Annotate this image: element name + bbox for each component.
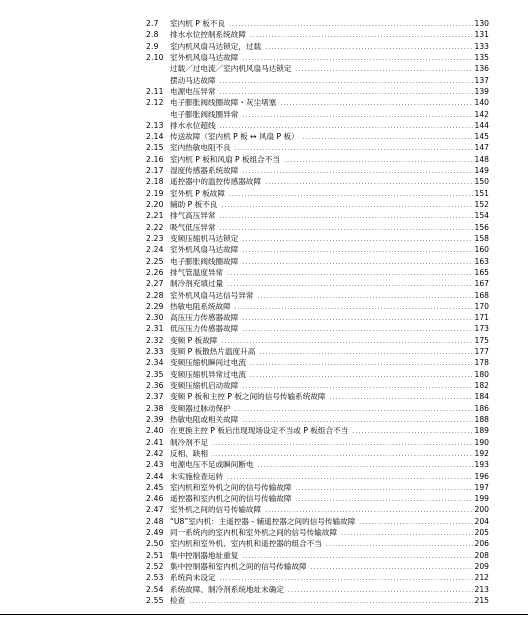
toc-entry-page: 208 <box>474 550 489 560</box>
toc-entry[interactable] <box>146 131 489 142</box>
toc-entry[interactable] <box>146 165 489 176</box>
toc-entry-title: 高压压力传感器故障 <box>170 313 239 323</box>
toc-entry[interactable] <box>146 550 489 561</box>
toc-entry-page: 160 <box>474 245 489 255</box>
toc-entry-page: 188 <box>474 414 489 424</box>
toc-entry-number: 2.10 <box>146 52 164 62</box>
toc-entry-page: 135 <box>474 52 489 62</box>
toc-entry-title: 变频 P 板散热片温度升高 <box>170 347 256 357</box>
toc-entry-page: 190 <box>474 437 489 447</box>
toc-entry-number: 2.52 <box>146 562 164 571</box>
toc-entry[interactable] <box>146 222 489 233</box>
toc-entry[interactable] <box>146 414 489 425</box>
toc-entry-page: 148 <box>474 154 489 164</box>
toc-entry-number: 2.13 <box>146 120 164 130</box>
toc-entry-page: 170 <box>474 301 489 311</box>
toc-entry-page: 152 <box>474 200 489 209</box>
toc-entry[interactable] <box>146 584 489 595</box>
toc-entry[interactable] <box>146 380 489 391</box>
toc-entry-title: 室外机 P 板故障 <box>170 188 225 198</box>
toc-entry-number: 2.15 <box>146 143 164 153</box>
toc-entry-title: 变频压缩机瞬间过电流 <box>170 358 246 368</box>
toc-entry-page: 197 <box>474 482 489 492</box>
toc-entry[interactable] <box>146 256 489 267</box>
toc-entry-page: 163 <box>474 256 489 266</box>
toc-entry-title: 摆动马达故障 <box>170 75 216 85</box>
toc-entry-title: 室内机和室外机、室内机和遥控器的组合不当 <box>170 539 322 549</box>
toc-entry-number: 2.55 <box>146 595 164 605</box>
toc-entry-page: 192 <box>474 448 489 458</box>
toc-entry-number: 2.22 <box>146 222 164 232</box>
toc-entry-title: 制冷剂不足 <box>170 437 208 447</box>
toc-entry-page: 133 <box>474 41 489 51</box>
toc-entry-title: 排气高压异常 <box>170 211 216 221</box>
toc-entry-number: 2.8 <box>146 30 159 40</box>
toc-entry-page: 186 <box>474 403 489 413</box>
toc-entry-number: 2.29 <box>146 301 164 311</box>
toc-entry-page: 145 <box>474 132 489 142</box>
toc-entry[interactable] <box>146 595 489 606</box>
toc-entry-number: 2.45 <box>146 482 164 492</box>
toc-entry[interactable] <box>146 346 489 357</box>
toc-entry-title: 同一系统内的室内机和室外机之间的信号传输故障 <box>170 528 338 538</box>
toc-entry-page: 151 <box>474 188 489 198</box>
toc-entry[interactable] <box>146 493 489 504</box>
toc-entry-title: 系统尚未设定 <box>170 573 216 583</box>
toc-entry[interactable] <box>146 516 489 527</box>
toc-entry-number: 2.30 <box>146 313 164 323</box>
toc-entry-page: 206 <box>474 539 489 549</box>
table-of-contents <box>146 18 489 606</box>
toc-entry[interactable] <box>146 210 489 221</box>
toc-entry-page: 213 <box>474 584 489 594</box>
toc-entry-page: 212 <box>474 573 489 583</box>
toc-entry-page: 142 <box>474 109 489 119</box>
toc-entry-number: 2.16 <box>146 154 164 164</box>
toc-entry-number: 2.28 <box>146 290 164 300</box>
toc-entry-number: 2.39 <box>146 414 164 424</box>
toc-entry-title: 电子膨胀阀线圈故障・灰尘堵塞 <box>170 98 277 108</box>
toc-entry-number: 2.23 <box>146 233 164 243</box>
toc-entry-number: 2.44 <box>146 471 164 481</box>
toc-entry[interactable] <box>146 459 489 470</box>
toc-entry-number: 2.50 <box>146 539 164 549</box>
toc-entry[interactable] <box>146 312 489 323</box>
toc-entry-title: 室内机和室外机之间的信号传输故障 <box>170 482 292 492</box>
toc-entry[interactable] <box>146 335 489 346</box>
dot-leader <box>189 596 472 607</box>
toc-entry[interactable] <box>146 233 489 244</box>
toc-entry-number: 2.53 <box>146 573 164 583</box>
toc-entry-page: 165 <box>474 267 489 277</box>
toc-entry-page: 178 <box>474 358 489 368</box>
toc-entry-title: 变频 P 板故障 <box>170 335 218 345</box>
toc-entry-page: 150 <box>474 177 489 187</box>
toc-entry-title: 室内机 P 板不良 <box>170 19 225 28</box>
toc-entry-number: 2.32 <box>146 335 164 345</box>
toc-entry-number: 2.25 <box>146 256 164 266</box>
toc-entry[interactable] <box>146 369 489 380</box>
toc-entry-title: 制冷剂充填过量 <box>170 279 224 289</box>
toc-entry-title: 排水水位控制系统故障 <box>170 30 246 40</box>
toc-entry-title: 集中控制器和室内机之间的信号传输故障 <box>170 562 307 571</box>
toc-entry-title: 过载／过电流／室内机风扇马达锁定 <box>170 64 292 74</box>
toc-entry[interactable] <box>146 290 489 301</box>
toc-entry[interactable] <box>146 572 489 583</box>
toc-entry[interactable] <box>146 301 489 312</box>
toc-entry-title: 变频器过脉动保护 <box>170 403 231 413</box>
toc-entry-title: 集中控制器地址重复 <box>170 550 239 560</box>
toc-entry-number: 2.43 <box>146 460 164 470</box>
toc-entry-title: 在更换主控 P 板后出现现场设定不当或 P 板组合不当 <box>170 426 349 436</box>
toc-entry-title: 热敏电阻系统故障 <box>170 301 231 311</box>
toc-entry-number: 2.12 <box>146 98 164 108</box>
toc-entry-title: 遥控器中的温控传感器故障 <box>170 177 262 187</box>
toc-entry-title: 变频 P 板和主控 P 板之间的信号传输系统故障 <box>170 392 326 402</box>
toc-entry-title: 热敏电阻或相关故障 <box>170 414 239 424</box>
toc-entry-title: 系统故障、制冷剂系统地址未确定 <box>170 584 284 594</box>
toc-entry-title: 遥控器和室内机之间的信号传输故障 <box>170 494 292 504</box>
toc-entry-page: 175 <box>474 335 489 345</box>
toc-entry-title: 室外机风扇马达故障 <box>170 245 239 255</box>
toc-entry[interactable] <box>146 188 489 199</box>
toc-entry[interactable] <box>146 482 489 493</box>
toc-entry-number: 2.51 <box>146 550 164 560</box>
toc-entry[interactable] <box>146 267 489 278</box>
toc-entry-page: 184 <box>474 392 489 402</box>
toc-entry-number: 2.26 <box>146 267 164 277</box>
toc-entry-title: 吸气低压异常 <box>170 222 216 232</box>
toc-entry-number: 2.11 <box>146 86 164 96</box>
toc-entry-title: “U8”室内机：主遥控器 - 辅遥控器之间的信号传输故障 <box>170 516 356 526</box>
toc-entry[interactable] <box>146 142 489 153</box>
toc-entry-page: 130 <box>474 19 489 28</box>
toc-entry-number: 2.14 <box>146 132 164 142</box>
toc-entry-number: 2.17 <box>146 166 164 176</box>
toc-entry-title: 电子膨胀阀线圈异常 <box>170 109 239 119</box>
toc-entry-number: 2.47 <box>146 505 164 515</box>
toc-entry-page: 189 <box>474 426 489 436</box>
toc-entry[interactable] <box>146 527 489 538</box>
toc-entry-page: 167 <box>474 279 489 289</box>
toc-entry-title: 检查 <box>170 595 186 605</box>
toc-entry-number: 2.9 <box>146 41 159 51</box>
toc-entry-page: 200 <box>474 505 489 515</box>
toc-entry-title: 电子膨胀阀线圈故障 <box>170 256 239 266</box>
toc-entry-title: 室内机 P 板和风扇 P 板组合不当 <box>170 154 280 164</box>
toc-entry-title: 反相、缺相 <box>170 448 208 458</box>
toc-entry-number: 2.41 <box>146 437 164 447</box>
toc-entry-number: 2.46 <box>146 494 164 504</box>
toc-entry-title: 排气管温度异常 <box>170 267 224 277</box>
toc-entry-title: 湿度传感器系统故障 <box>170 166 239 176</box>
bottom-rule <box>0 614 528 615</box>
toc-entry-page: 180 <box>474 369 489 379</box>
toc-entry-page: 140 <box>474 98 489 108</box>
toc-entry-number: 2.33 <box>146 347 164 357</box>
toc-entry-page: 144 <box>474 120 489 130</box>
toc-entry-number: 2.35 <box>146 369 164 379</box>
toc-entry[interactable] <box>146 120 489 131</box>
toc-entry-page: 199 <box>474 494 489 504</box>
toc-entry-title: 室外机之间的信号传输故障 <box>170 505 262 515</box>
toc-entry[interactable] <box>146 323 489 334</box>
toc-entry[interactable] <box>146 471 489 482</box>
toc-entry-number: 2.49 <box>146 528 164 538</box>
toc-entry-number: 2.48 <box>146 516 164 526</box>
toc-entry[interactable] <box>146 176 489 187</box>
toc-entry-page: 171 <box>474 313 489 323</box>
toc-entry-page: 136 <box>474 64 489 74</box>
toc-entry[interactable] <box>146 97 489 108</box>
toc-entry-title: 电源电压不足或瞬间断电 <box>170 460 254 470</box>
toc-entry-number: 2.40 <box>146 426 164 436</box>
toc-entry[interactable] <box>146 244 489 255</box>
toc-entry-number: 2.21 <box>146 211 164 221</box>
toc-entry[interactable] <box>146 75 489 86</box>
toc-entry[interactable] <box>146 154 489 165</box>
toc-entry-number: 2.34 <box>146 358 164 368</box>
toc-entry-title: 室内机风扇马达锁定，过载 <box>170 41 262 51</box>
toc-entry-number: 2.19 <box>146 188 164 198</box>
toc-entry-title: 传送故障（室内机 P 板 ↔ 风扇 P 板） <box>170 132 299 142</box>
toc-entry-number: 2.18 <box>146 177 164 187</box>
toc-entry-number: 2.27 <box>146 279 164 289</box>
toc-entry[interactable] <box>146 437 489 448</box>
toc-entry-page: 209 <box>474 562 489 571</box>
toc-entry-title: 排水水位超线 <box>170 120 216 130</box>
toc-entry-title: 室外机风扇马达信号异常 <box>170 290 254 300</box>
toc-entry[interactable] <box>146 403 489 414</box>
toc-entry-number: 2.31 <box>146 324 164 334</box>
toc-entry-title: 变频压缩机马达锁定 <box>170 233 239 243</box>
toc-entry-page: 168 <box>474 290 489 300</box>
toc-entry-page: 154 <box>474 211 489 221</box>
toc-entry[interactable] <box>146 357 489 368</box>
toc-entry[interactable] <box>146 63 489 74</box>
toc-entry-page: 139 <box>474 86 489 96</box>
toc-entry[interactable] <box>146 391 489 402</box>
toc-entry-title: 电源电压异常 <box>170 86 216 96</box>
toc-entry-number: 2.54 <box>146 584 164 594</box>
toc-entry[interactable] <box>146 52 489 63</box>
toc-entry[interactable] <box>146 278 489 289</box>
toc-entry-page: 193 <box>474 460 489 470</box>
toc-entry-number: 2.36 <box>146 381 164 390</box>
toc-entry-page: 205 <box>474 528 489 538</box>
toc-entry-page: 156 <box>474 222 489 232</box>
toc-entry-number: 2.24 <box>146 245 164 255</box>
toc-entry[interactable] <box>146 199 489 210</box>
toc-entry[interactable] <box>146 86 489 97</box>
toc-entry-page: 177 <box>474 347 489 357</box>
toc-entry-page: 149 <box>474 166 489 176</box>
toc-entry[interactable] <box>146 448 489 459</box>
toc-entry-page: 158 <box>474 233 489 243</box>
toc-entry[interactable] <box>146 18 489 29</box>
toc-entry-number: 2.37 <box>146 392 164 402</box>
toc-entry-number: 2.42 <box>146 448 164 458</box>
toc-entry-title: 室外机风扇马达故障 <box>170 52 239 62</box>
toc-entry[interactable] <box>146 425 489 436</box>
toc-entry[interactable] <box>146 538 489 549</box>
toc-entry-page: 131 <box>474 30 489 40</box>
toc-entry-page: 215 <box>474 595 489 605</box>
toc-entry[interactable] <box>146 561 489 572</box>
toc-entry-title: 变频压缩机启动故障 <box>170 381 239 390</box>
toc-entry-title: 低压压力传感器故障 <box>170 324 239 334</box>
toc-entry-title: 室内热敏电阻不良 <box>170 143 231 153</box>
toc-entry[interactable] <box>146 504 489 515</box>
toc-entry-number: 2.7 <box>146 19 159 28</box>
toc-entry-number: 2.38 <box>146 403 164 413</box>
toc-entry-page: 173 <box>474 324 489 334</box>
toc-entry-title: 辅助 P 板不良 <box>170 200 218 209</box>
toc-entry-number: 2.20 <box>146 200 164 209</box>
toc-entry[interactable] <box>146 41 489 52</box>
toc-entry-page: 204 <box>474 516 489 526</box>
toc-entry[interactable] <box>146 109 489 120</box>
toc-entry-page: 147 <box>474 143 489 153</box>
toc-entry-page: 196 <box>474 471 489 481</box>
toc-entry-title: 变频压缩机异常过电流 <box>170 369 246 379</box>
toc-entry-page: 137 <box>474 75 489 85</box>
toc-entry-page: 182 <box>474 381 489 390</box>
toc-entry[interactable] <box>146 29 489 40</box>
toc-entry-title: 未实施检查运转 <box>170 471 224 481</box>
